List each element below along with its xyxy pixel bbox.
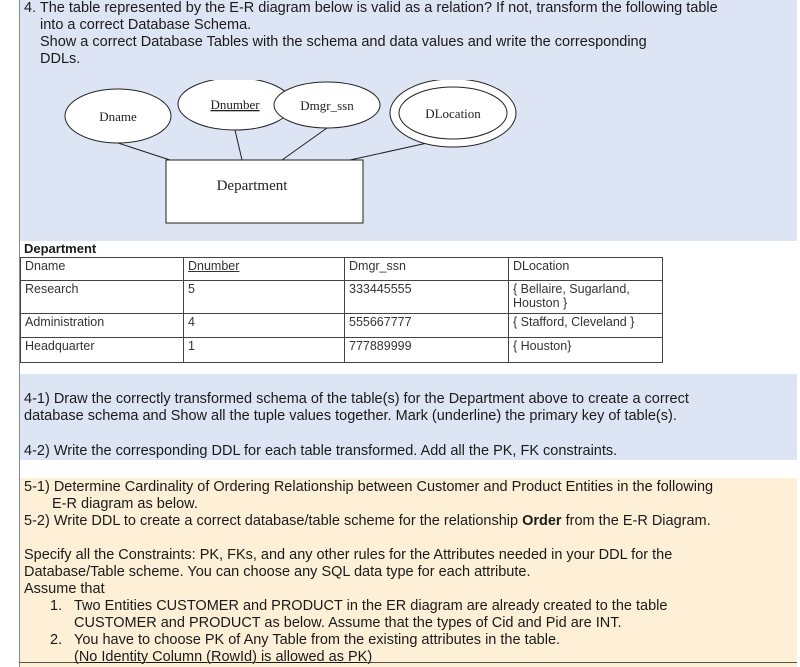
spec-line1: Specify all the Constraints: PK, FKs, and any other rules for the Attributes needed in your DDL for the	[24, 547, 673, 563]
cell-dmgr-ssn: 777889999	[345, 338, 509, 363]
cell-dmgr-ssn: 333445555	[345, 281, 509, 314]
q5-1-line2: E-R diagram as below.	[52, 496, 198, 512]
q4-line4: DDLs.	[40, 51, 81, 67]
spacer	[24, 530, 713, 547]
question4-text	[24, 0, 718, 68]
cell-dlocation-line1: { Bellaire, Sugarland,	[513, 282, 630, 296]
header-dmgr-ssn: Dmgr_ssn	[345, 258, 509, 281]
header-dnumber: Dnumber	[184, 258, 345, 281]
table-row	[21, 338, 663, 363]
assume-line: Assume that	[24, 581, 105, 597]
q4-1-line1: 4-1) Draw the correctly transformed schema of the table(s) for the Department above to create a correct	[24, 391, 689, 407]
connector-dnumber	[235, 130, 242, 160]
list-item-line2: CUSTOMER and PRODUCT as below. Assume that the types of Cid and Pid are INT.	[74, 615, 622, 631]
q4-line3: Show a correct Database Tables with the schema and data values and write the corresponding	[40, 34, 647, 50]
q4-line1: 4. The table represented by the E-R diagram below is valid as a relation? If not, transform the following table	[24, 0, 718, 16]
q5-1-line1: 5-1) Determine Cardinality of Ordering Relationship between Customer and Product Entities in the following	[24, 479, 714, 495]
list-item	[24, 598, 713, 632]
question4-2-text: 4-2) Write the corresponding DDL for each table transformed. Add all the PK, FK constraints.	[24, 443, 618, 459]
header-dname: Dname	[21, 258, 184, 281]
list-item-number: 1.	[50, 598, 63, 614]
attr-dlocation-label: DLocation	[425, 106, 481, 121]
q5-2-bold: Order	[522, 513, 562, 529]
cell-dnumber: 5	[184, 281, 345, 314]
cell-dlocation: { Houston}	[509, 338, 663, 363]
attr-dnumber-label: Dnumber	[210, 97, 260, 112]
table-title: Department	[24, 241, 97, 256]
entity-department-label: Department	[216, 178, 288, 194]
q5-2-prefix: 5-2) Write DDL to create a correct database/table scheme for the relationship	[24, 513, 523, 529]
cell-dnumber: 4	[184, 314, 345, 338]
cell-dlocation-line2: Houston }	[513, 296, 568, 310]
cell-dmgr-ssn: 555667777	[345, 314, 509, 338]
department-table	[20, 257, 663, 363]
connector-dmgr-ssn	[282, 128, 327, 160]
question4-1-text	[24, 391, 689, 425]
attr-dmgr-ssn-label: Dmgr_ssn	[300, 98, 354, 113]
table-row	[21, 314, 663, 338]
cell-dname: Research	[21, 281, 184, 314]
spec-line2: Database/Table scheme. You can choose any SQL data type for each attribute.	[24, 564, 531, 580]
table-row	[21, 281, 663, 314]
list-item	[24, 632, 713, 666]
list-item-line1: You have to choose PK of Any Table from the existing attributes in the table.	[74, 632, 561, 648]
cell-dname: Administration	[21, 314, 184, 338]
cell-dlocation	[509, 281, 663, 314]
cell-dnumber: 1	[184, 338, 345, 363]
q5-2-line	[24, 513, 713, 530]
list-item-line2: (No Identity Column (RowId) is allowed as PK)	[74, 649, 373, 665]
cell-dname: Headquarter	[21, 338, 184, 363]
q4-1-line2: database schema and Show all the tuple values together. Mark (underline) the primary key of table(s).	[24, 408, 677, 424]
q5-2-suffix: from the E-R Diagram.	[561, 513, 711, 529]
header-dlocation: DLocation	[509, 258, 663, 281]
connector-dname	[118, 143, 170, 160]
list-item-number: 2.	[50, 632, 63, 648]
attr-dname-label: Dname	[99, 109, 137, 124]
list-item-line1: Two Entities CUSTOMER and PRODUCT in the ER diagram are already created to the table	[74, 598, 668, 614]
question5-text	[24, 479, 713, 666]
er-diagram	[20, 80, 540, 230]
cell-dlocation: { Stafford, Cleveland }	[509, 314, 663, 338]
q4-line2: into a correct Database Schema.	[40, 17, 252, 33]
